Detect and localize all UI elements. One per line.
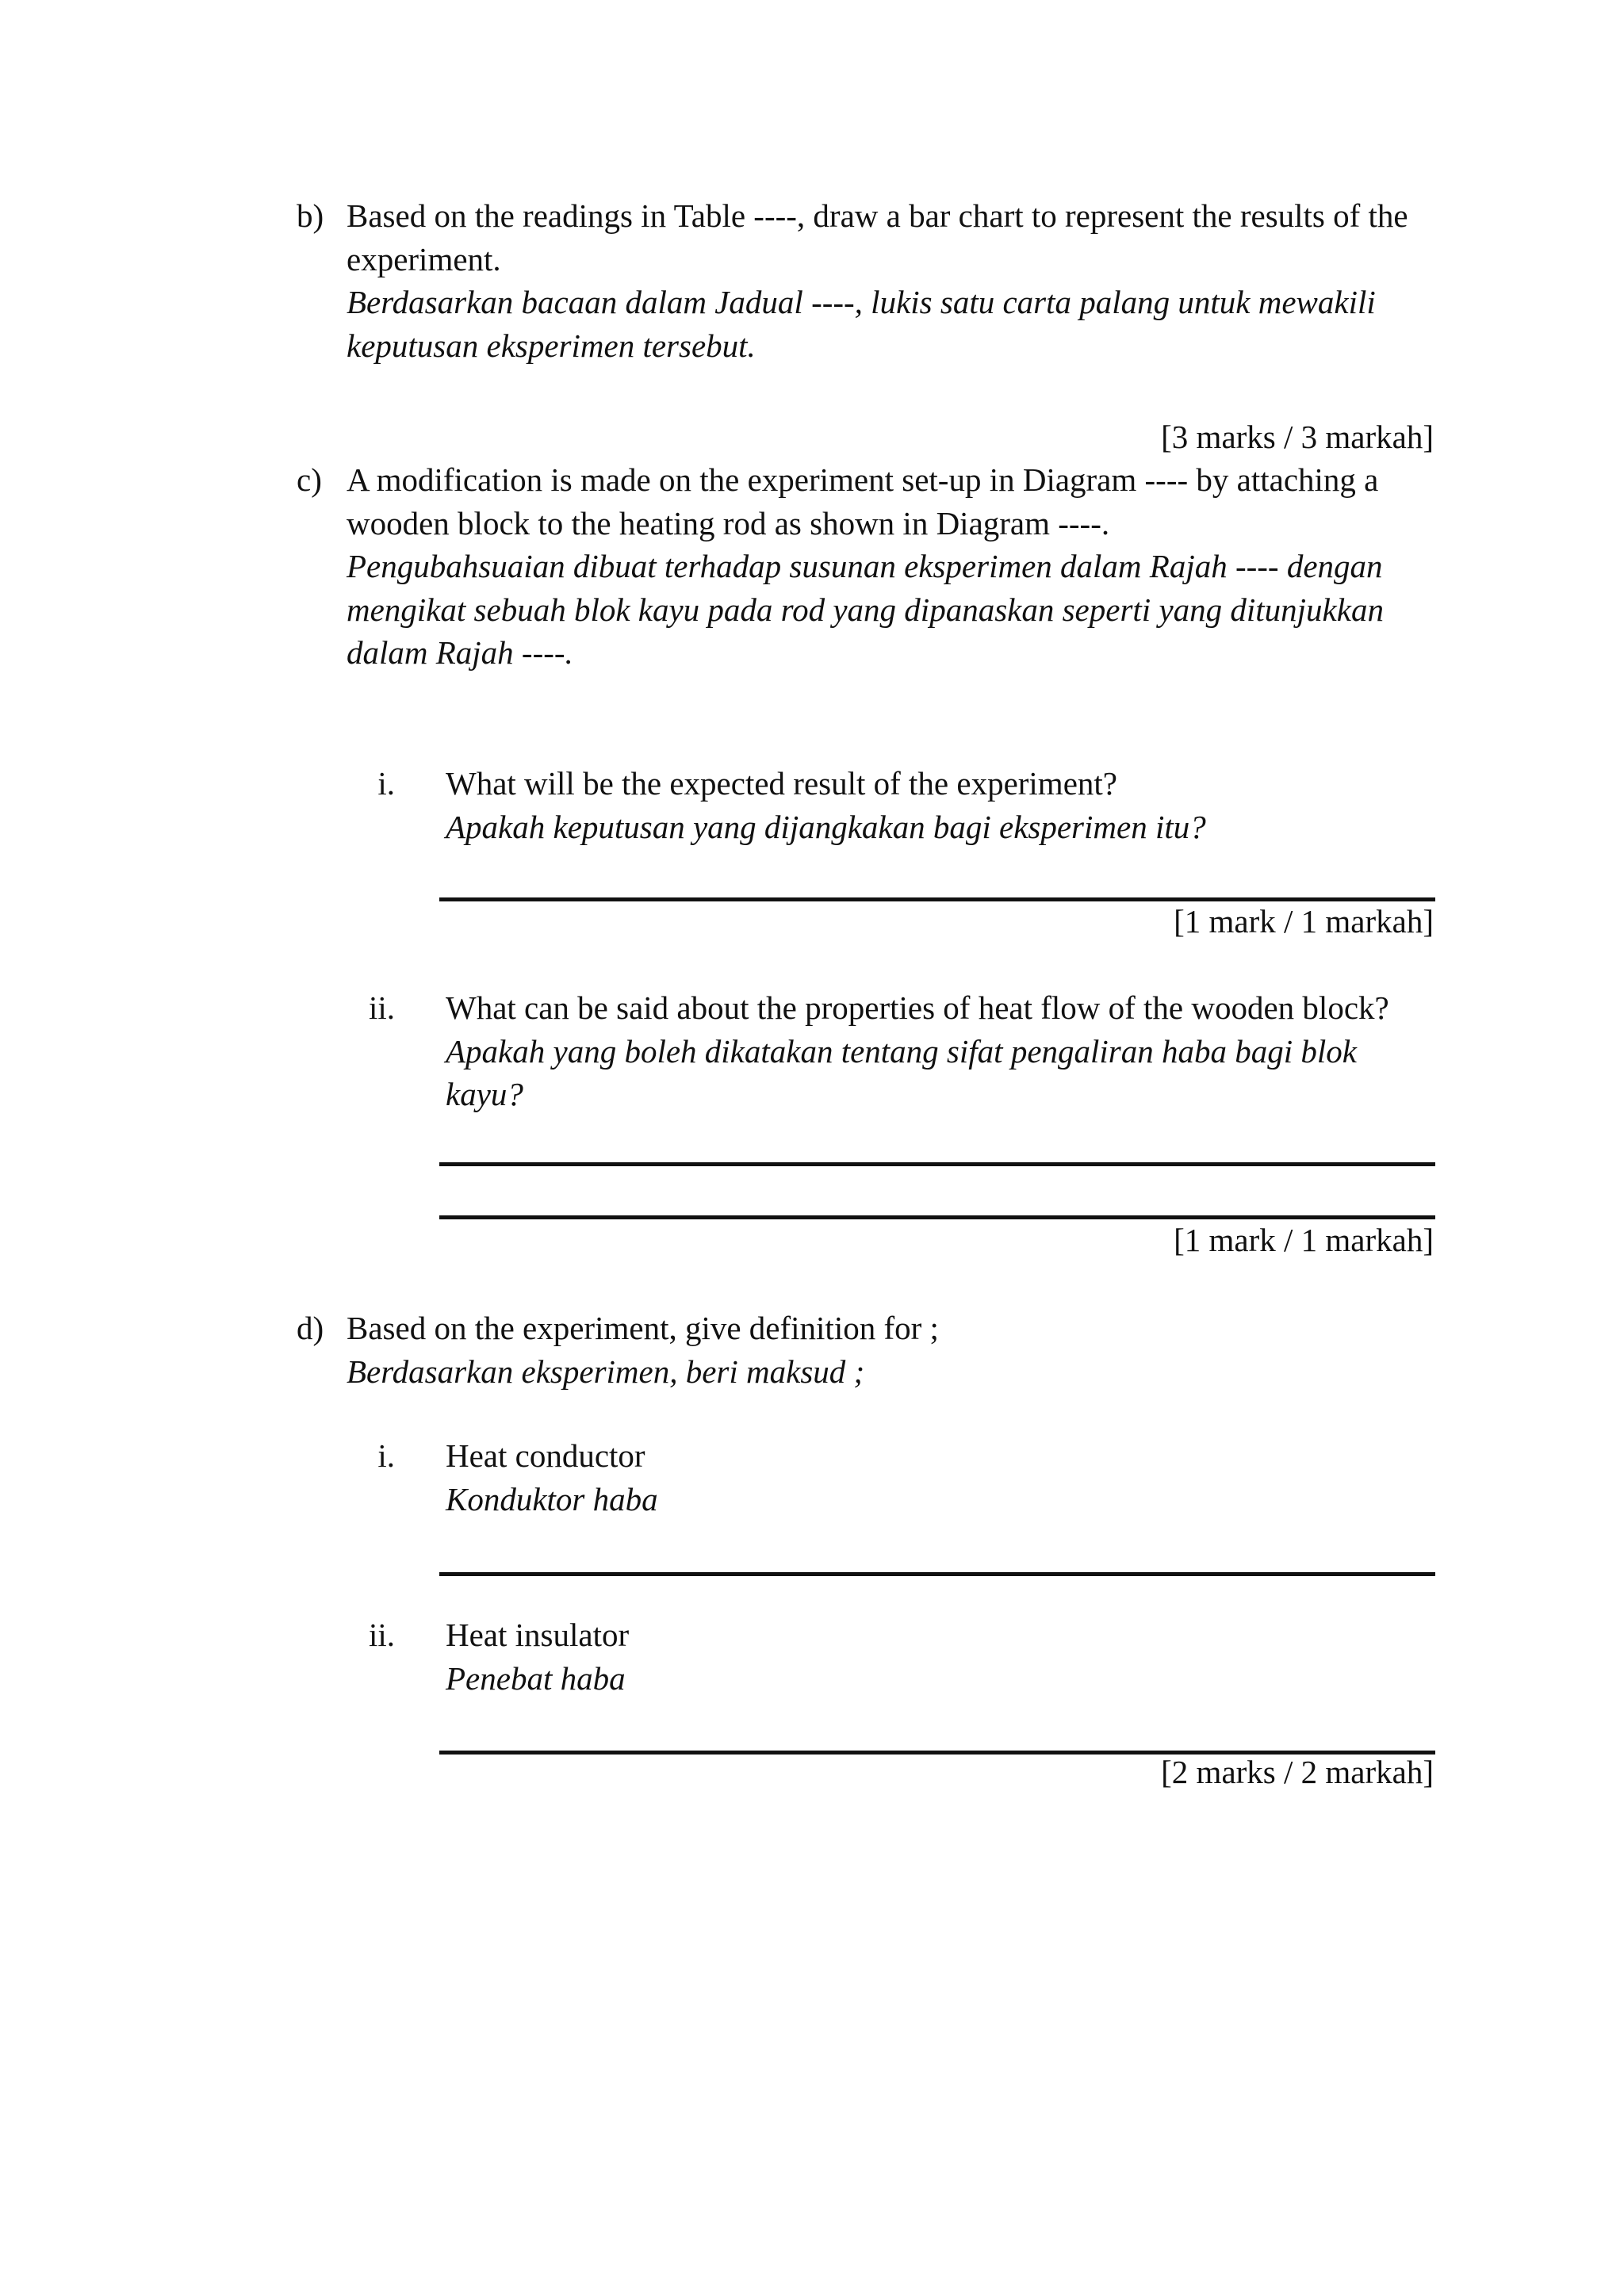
question-b-malay: Berdasarkan bacaan dalam Jadual ----, lukis satu carta palang untuk mewakili keputusan eksperimen tersebut. <box>347 284 1376 364</box>
question-c-malay: Pengubahsuaian dibuat terhadap susunan eksperimen dalam Rajah ---- dengan mengikat sebuah blok kayu pada rod yang dipanaskan seperti yang ditunjukkan dalam Rajah ----. <box>347 548 1384 671</box>
question-c-ii-marks: [1 mark / 1 markah] <box>1174 1222 1434 1258</box>
question-c-i-text <box>446 762 1437 848</box>
question-d-text <box>347 1307 1425 1393</box>
question-c-i-label: i. <box>377 765 395 802</box>
question-b-text <box>347 194 1449 367</box>
question-c-text <box>347 458 1425 675</box>
question-d-marks: [2 marks / 2 markah] <box>1161 1754 1434 1790</box>
question-d-i-english: Heat conductor <box>446 1437 645 1474</box>
question-d-i-text <box>446 1434 1397 1521</box>
question-c-i-malay: Apakah keputusan yang dijangkakan bagi eksperimen itu? <box>446 808 1206 845</box>
question-d-label: d) <box>297 1310 324 1346</box>
question-d-i-malay: Konduktor haba <box>446 1480 658 1517</box>
question-c-i-english: What will be the expected result of the experiment? <box>446 765 1117 802</box>
question-d-i-label: i. <box>377 1437 395 1474</box>
question-b-marks: [3 marks / 3 markah] <box>1161 419 1434 455</box>
question-c-label: c) <box>297 461 322 498</box>
question-b-label: b) <box>297 197 324 234</box>
question-d-english: Based on the experiment, give definition for ; <box>347 1310 939 1346</box>
question-d-ii-text <box>446 1613 1397 1700</box>
question-c-i-marks: [1 mark / 1 markah] <box>1174 903 1434 939</box>
question-c-ii-text <box>446 986 1409 1116</box>
question-c-english: A modification is made on the experiment set-up in Diagram ---- by attaching a wooden block to the heating rod as shown in Diagram ----. <box>347 461 1379 541</box>
question-c-ii-english: What can be said about the properties of heat flow of the wooden block? <box>446 989 1389 1026</box>
question-b-english: Based on the readings in Table ----, draw a bar chart to represent the results of the experiment. <box>347 197 1408 277</box>
question-c-ii-malay: Apakah yang boleh dikatakan tentang sifat pengaliran haba bagi blok kayu? <box>446 1032 1357 1112</box>
question-d-ii-english: Heat insulator <box>446 1617 630 1653</box>
question-d-ii-malay: Penebat haba <box>446 1659 626 1697</box>
answer-line-c-ii-1[interactable] <box>439 1162 1435 1166</box>
answer-line-d-i[interactable] <box>439 1572 1435 1576</box>
question-d-ii-label: ii. <box>368 1617 395 1653</box>
question-c-ii-label: ii. <box>368 989 395 1026</box>
question-d-malay: Berdasarkan eksperimen, beri maksud ; <box>347 1353 865 1390</box>
